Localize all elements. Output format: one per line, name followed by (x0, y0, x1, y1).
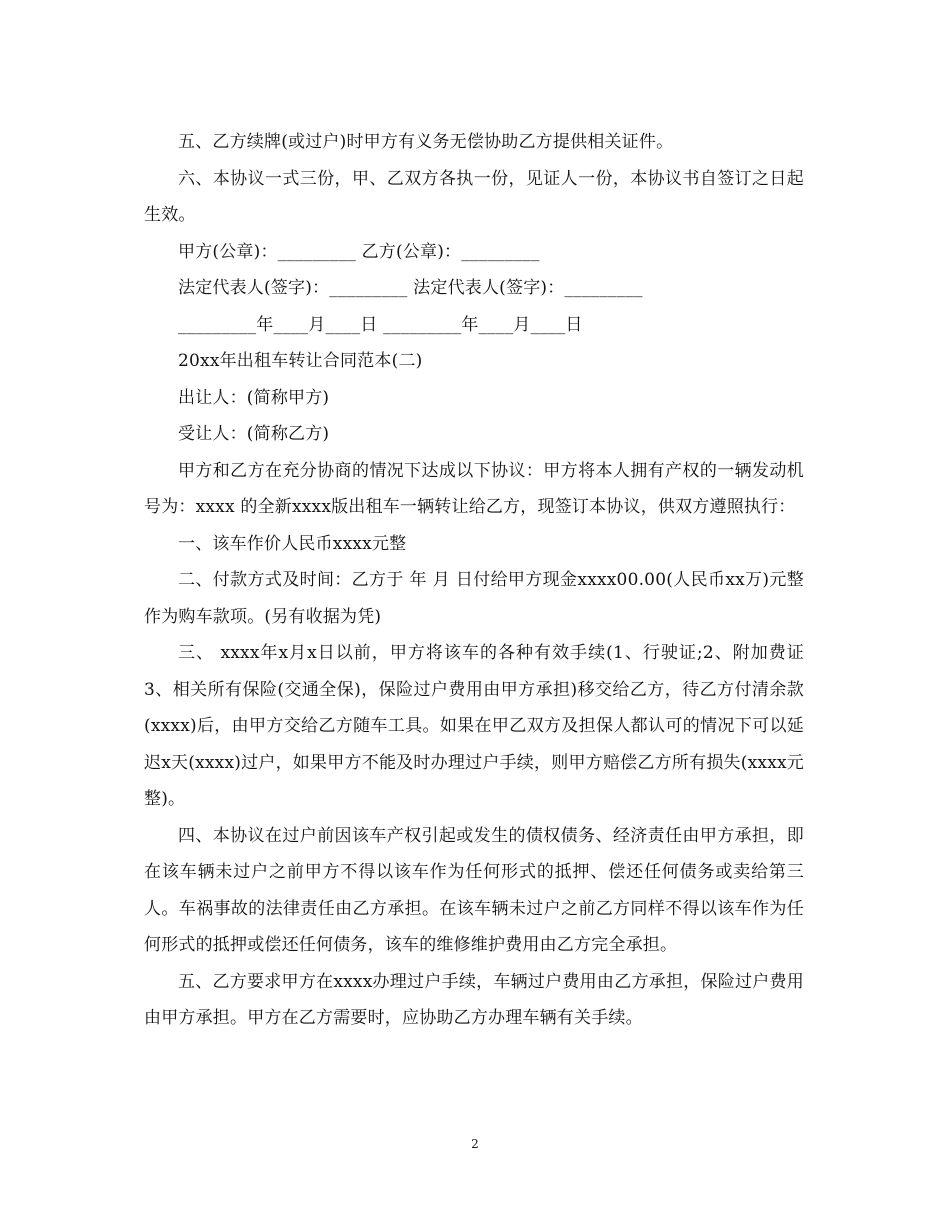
agreement-intro: 甲方和乙方在充分协商的情况下达成以下协议：甲方将本人拥有产权的一辆发动机号为：xxxx 的全新xxxx版出租车一辆转让给乙方，现签订本协议，供双方遵照执行： (144, 460, 804, 517)
transferor-line: 出让人：(简称甲方) (178, 387, 330, 408)
clause-five-renewal: 五、乙方续牌(或过户)时甲方有义务无偿协助乙方提供相关证件。 (178, 132, 674, 152)
clause-one-price: 一、该车作价人民币xxxx元整 (178, 533, 407, 554)
clause-two-payment: 二、付款方式及时间：乙方于 年 月 日付给甲方现金xxxx00.00(人民币xx万)元整作为购车款项。(另有收据为凭) (144, 570, 804, 627)
signature-seal-line: 甲方(公章)：_________ 乙方(公章)：_________ (178, 241, 540, 262)
section-title: 20xx年出租车转让合同范本(二) (178, 351, 423, 371)
page-number: 2 (471, 1137, 479, 1151)
clause-six-copies: 六、本协议一式三份，甲、乙双方各执一份，见证人一份，本协议书自签订之日起生效。 (144, 168, 804, 225)
clause-three-procedures: 三、 xxxx年x月x日以前，甲方将该车的各种有效手续(1、行驶证;2、附加费证3、相关所有保险(交通全保)，保险过户费用由甲方承担)移交给乙方，待乙方付清余款(xxxx)后，由甲方交给乙方随车工具。如果在甲乙双方及担保人都认可的情况下可以延迟x天(xxxx)过户，如果甲方不能及时办理过户手续，则甲方赔偿乙方所有损失(xxxx元整)。 (144, 643, 804, 809)
transferee-line: 受让人：(简称乙方) (178, 424, 330, 444)
signature-date-line: _________年____月____日 _________年____月____日 (178, 314, 583, 335)
document-body (144, 124, 804, 1037)
signature-representative-line: 法定代表人(签字)：_________ 法定代表人(签字)：_________ (178, 278, 643, 298)
clause-five-transfer: 五、乙方要求甲方在xxxx办理过户手续，车辆过户费用由乙方承担，保险过户费用由甲方承担。甲方在乙方需要时，应协助乙方办理车辆有关手续。 (144, 971, 804, 1028)
clause-four-liabilities: 四、本协议在过户前因该车产权引起或发生的债权债务、经济责任由甲方承担，即在该车辆未过户之前甲方不得以该车作为任何形式的抵押、偿还任何债务或卖给第三人。车祸事故的法律责任由乙方承担。在该车辆未过户之前乙方同样不得以该车作为任何形式的抵押或偿还任何债务，该车的维修维护费用由乙方完全承担。 (144, 825, 804, 955)
